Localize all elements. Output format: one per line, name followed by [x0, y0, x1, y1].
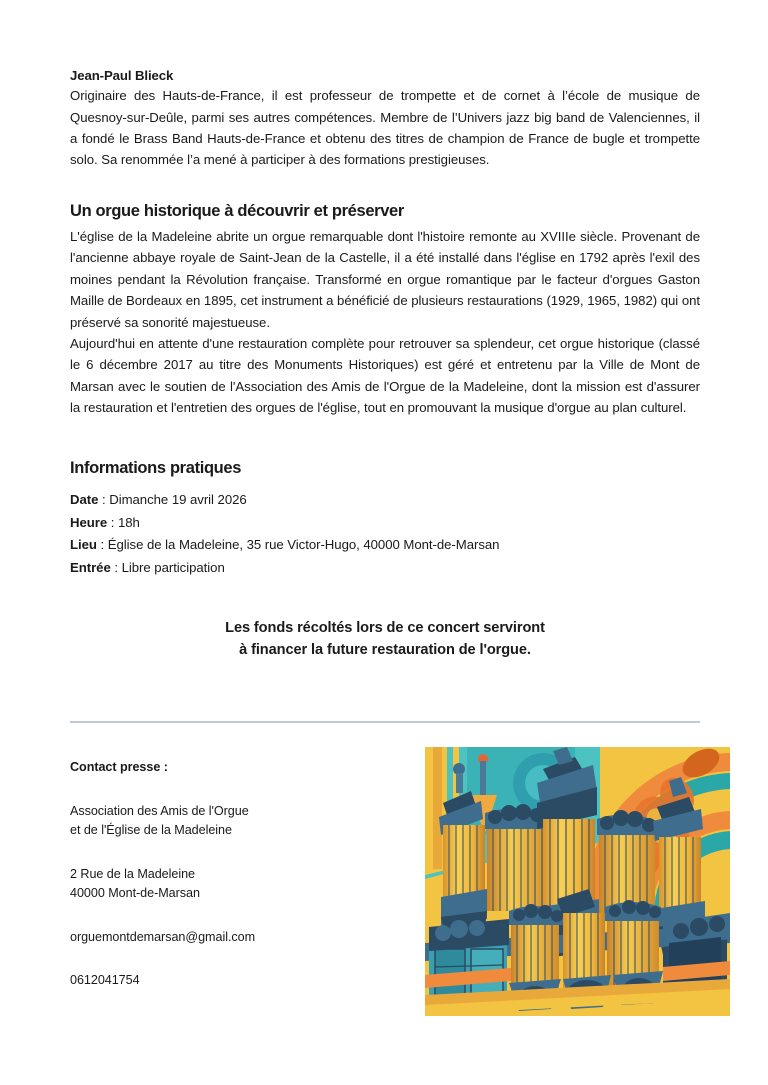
contact-organisation-line-2: et de l'Église de la Madeleine [70, 823, 232, 838]
contact-address-line-2: 40000 Mont-de-Marsan [70, 886, 200, 901]
section-divider [70, 721, 700, 723]
info-label-venue: Lieu [70, 537, 97, 553]
press-contact-block [70, 758, 370, 991]
fundraising-statement-line-2: à financer la future restauration de l'orgue. [239, 641, 531, 658]
document-body [70, 0, 700, 661]
info-value-time: 18h [117, 514, 140, 530]
info-separator: : [107, 514, 118, 530]
info-row-venue [70, 534, 700, 557]
info-separator: : [98, 491, 110, 507]
info-separator: : [110, 560, 122, 575]
performer-biography-paragraph: Originaire des Hauts-de-France, il est professeur de trompette et de cornet à l’école de musique de Quesnoy-sur-Deûle, parmi ses autres compétences. Membre de l’Univers jazz big band de Valenciennes, il a fondé le Brass Band Hauts-de-France et obtenu des titres de champion de France de bugle et trompette solo. Sa renommée l’a mené à participer à des formations prestigieuses. [70, 88, 700, 168]
fundraising-statement-line-1: Les fonds récoltés lors de ce concert serviront [225, 619, 545, 636]
info-label-time: Heure [70, 514, 108, 530]
contact-address-line-1: 2 Rue de la Madeleine [70, 866, 195, 881]
pipe-organ-illustration [425, 747, 730, 1016]
spacer [70, 480, 700, 489]
info-row-date [70, 489, 700, 512]
info-label-admission: Entrée [70, 560, 111, 575]
info-value-date: Dimanche 19 avril 2026 [109, 491, 247, 507]
organ-history-paragraph: L'église de la Madeleine abrite un orgue remarquable dont l'histoire remonte au XVIIIe siècle. Provenant de l'ancienne abbaye royale de Saint-Jean de la Castelle, il a été installé dans l'église en 1792 après l'exil des moines pendant la Révolution française. Transformé en orgue romantique par le facteur d'orgues Gaston Maille de Bordeaux en 1895, cet instrument a bénéficié de plusieurs restaurations (1929, 1965, 1982) qui ont préservé sa sonorité majestueuse. [70, 229, 700, 330]
contact-organisation [70, 802, 370, 841]
contact-phone: 0612041754 [70, 973, 140, 988]
organ-restoration-paragraph: Aujourd'hui en attente d'une restauration complète pour retrouver sa splendeur, cet orgue historique (classé le 6 décembre 2017 au titre des Monuments Historiques) est géré et entretenu par la Ville de Mont de Marsan avec le soutien de l'Association des Amis de l'Orgue de la Madeleine, dont la mission est d'assurer la restauration et l'entretien des orgues de l'église, tout en promouvant la musique d'orgue au plan culturel. [70, 335, 700, 416]
spacer [70, 418, 700, 458]
info-value-venue: Église de la Madeleine, 35 rue Victor-Hugo, 40000 Mont-de-Marsan [107, 537, 500, 553]
info-row-time [70, 512, 700, 535]
performer-name-heading: Jean-Paul Blieck [70, 68, 174, 83]
practical-info-heading: Informations pratiques [70, 459, 242, 478]
practical-info-list [70, 489, 700, 580]
contact-email-group [70, 928, 370, 948]
info-separator: : [96, 537, 108, 553]
spacer [70, 171, 700, 201]
organ-section-heading: Un orgue historique à découvrir et préserver [70, 201, 404, 220]
info-value-admission: Libre participation [121, 560, 225, 575]
contact-organisation-line-1: Association des Amis de l'Orgue [70, 803, 249, 818]
pipe-organ-photo [425, 747, 730, 1016]
contact-address [70, 865, 370, 904]
press-contact-title: Contact presse : [70, 760, 168, 774]
fundraising-statement [70, 580, 700, 662]
contact-email[interactable]: orguemontdemarsan@gmail.com [70, 929, 256, 944]
info-label-date: Date [70, 491, 99, 507]
contact-phone-group [70, 971, 370, 991]
info-row-admission [70, 557, 700, 580]
